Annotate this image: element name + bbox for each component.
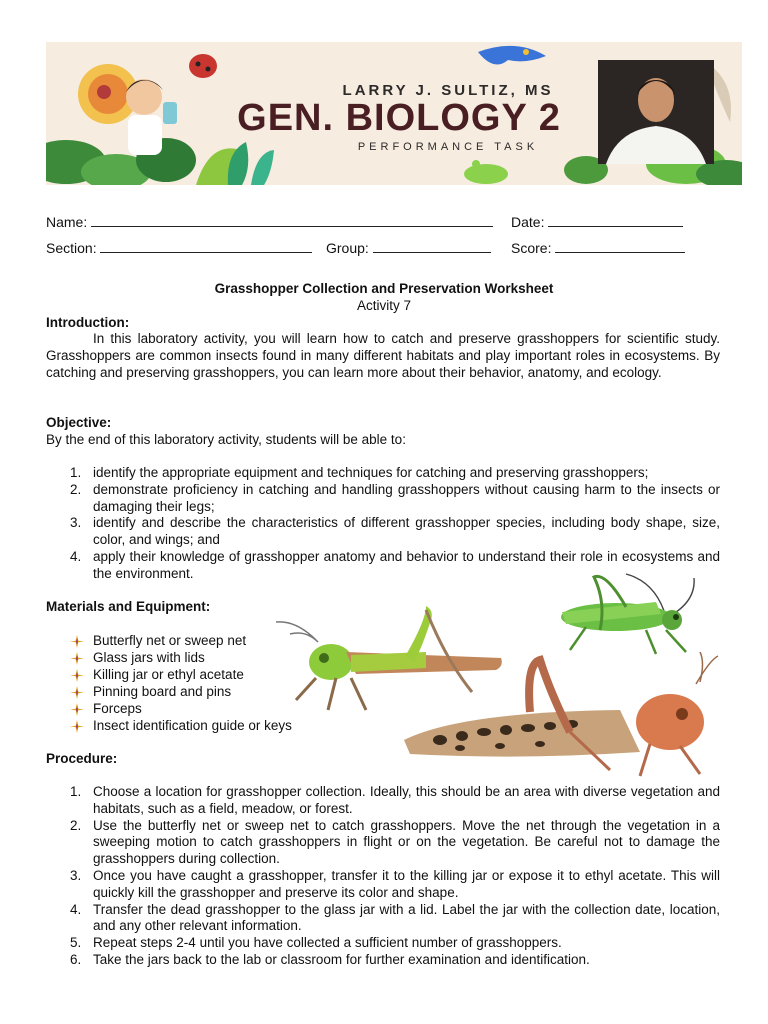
list-item: Forceps bbox=[70, 701, 292, 718]
list-item: 1. Choose a location for grasshopper collection. Ideally, this should be an area with diverse vegetation and habitats, such as a field, meadow, or forest. bbox=[70, 784, 720, 816]
desert-locust-image bbox=[400, 652, 720, 780]
section-blank[interactable] bbox=[100, 238, 312, 253]
banner-subtitle: PERFORMANCE TASK bbox=[357, 141, 539, 153]
procedure-heading: Procedure: bbox=[46, 751, 118, 766]
list-item: Butterfly net or sweep net bbox=[70, 633, 292, 650]
worksheet-title: Grasshopper Collection and Preservation Worksheet bbox=[214, 281, 554, 296]
list-item: 1. identify the appropriate equipment and techniques for catching and preserving grasshoppers; bbox=[70, 465, 649, 480]
group-field[interactable] bbox=[326, 238, 491, 256]
star-bullet-icon bbox=[70, 686, 84, 699]
date-field[interactable] bbox=[511, 212, 683, 230]
header-banner bbox=[46, 42, 742, 185]
star-bullet-icon bbox=[70, 652, 84, 665]
date-label: Date: bbox=[511, 214, 545, 230]
score-blank[interactable] bbox=[555, 238, 685, 253]
name-label: Name: bbox=[46, 214, 88, 230]
group-label: Group: bbox=[326, 240, 369, 256]
list-item: Killing jar or ethyl acetate bbox=[70, 667, 292, 684]
list-item: 5. Repeat steps 2-4 until you have collected a sufficient number of grasshoppers. bbox=[70, 935, 562, 951]
section-field[interactable] bbox=[46, 238, 312, 256]
introduction-text: In this laboratory activity, you will learn how to catch and preserve grasshoppers for scientific study. Grasshoppers are common insects found in many different habitats and play important roles in ecosystems. By catching and preserving grasshoppers, you can learn more about their behavior, anatomy, and ecology. bbox=[46, 331, 720, 380]
star-bullet-icon bbox=[70, 720, 84, 733]
bush-cricket-image bbox=[556, 572, 698, 660]
list-item: 2. Use the butterfly net or sweep net to catch grasshoppers. Move the net through the vegetation in a sweeping motion to catch grasshoppers in flight or on the vegetation. Be careful not to damage the grasshoppers during collection. bbox=[70, 817, 720, 867]
score-label: Score: bbox=[511, 240, 552, 256]
section-label: Section: bbox=[46, 240, 97, 256]
list-item: Pinning board and pins bbox=[70, 684, 292, 701]
list-item: Glass jars with lids bbox=[70, 650, 292, 667]
name-blank[interactable] bbox=[91, 212, 493, 227]
objective-list bbox=[46, 465, 720, 583]
introduction-heading: Introduction: bbox=[46, 315, 130, 330]
objective-heading: Objective: bbox=[46, 415, 112, 430]
banner-author: LARRY J. SULTIZ, MS bbox=[342, 82, 554, 99]
objective-lead: By the end of this laboratory activity, students will be able to: bbox=[46, 432, 406, 447]
banner-title: GEN. BIOLOGY 2 bbox=[237, 97, 561, 139]
list-item: 3. identify and describe the characteristics of different grasshopper species, including body shape, size, color, and wings; and bbox=[70, 515, 720, 548]
list-item: 6. Take the jars back to the lab or classroom for further examination and identification. bbox=[70, 951, 590, 967]
star-bullet-icon bbox=[70, 703, 84, 716]
name-field[interactable] bbox=[46, 212, 493, 230]
list-item: 4. apply their knowledge of grasshopper anatomy and behavior to understand their role in ecosystems and the environment. bbox=[70, 548, 720, 581]
date-blank[interactable] bbox=[548, 212, 683, 227]
list-item: 4. Transfer the dead grasshopper to the glass jar with a lid. Label the jar with the collection date, location, and any other relevant information. bbox=[70, 901, 720, 934]
materials-list bbox=[70, 633, 292, 734]
author-photo bbox=[598, 60, 714, 164]
list-item: 2. demonstrate proficiency in catching and handling grasshoppers without causing harm to the insects or damaging their legs; bbox=[70, 481, 720, 514]
star-bullet-icon bbox=[70, 669, 84, 682]
materials-heading: Materials and Equipment: bbox=[46, 599, 211, 614]
score-field[interactable] bbox=[511, 238, 685, 256]
list-item: 3. Once you have caught a grasshopper, transfer it to the killing jar or expose it to ethyl acetate. This will quickly kill the grasshopper and preserve its color and shape. bbox=[70, 867, 720, 900]
procedure-list bbox=[46, 784, 720, 969]
group-blank[interactable] bbox=[373, 238, 491, 253]
star-bullet-icon bbox=[70, 635, 84, 648]
list-item: Insect identification guide or keys bbox=[70, 718, 292, 735]
activity-number: Activity 7 bbox=[356, 298, 411, 313]
